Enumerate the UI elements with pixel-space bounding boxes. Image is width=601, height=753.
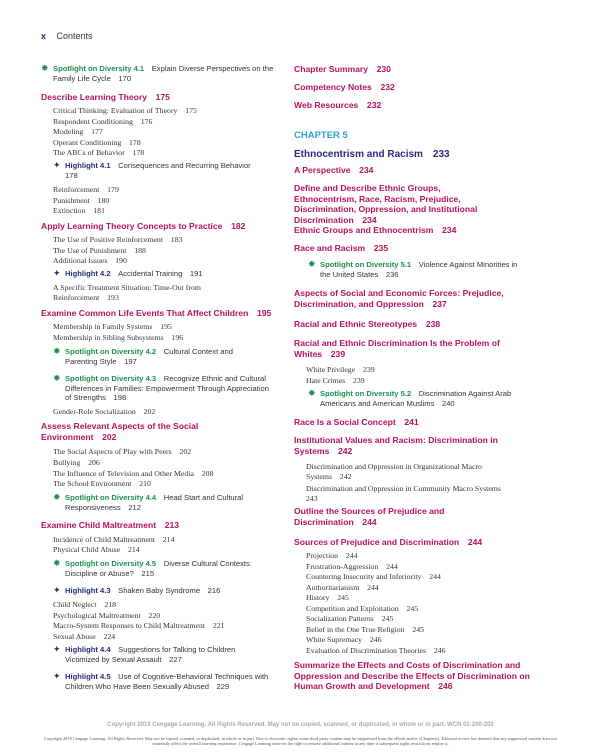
spotlight-icon: ✸ <box>308 259 316 269</box>
entry-title: Extinction <box>53 206 86 215</box>
spotlight-entry <box>53 558 270 578</box>
toc-heading <box>41 421 221 442</box>
entry-page-number: 244 <box>362 516 377 527</box>
entry-page-number: 244 <box>429 572 441 581</box>
entry-title: Membership in Family Systems <box>53 322 153 331</box>
toc-heading <box>41 520 179 531</box>
entry-page-number: 214 <box>127 545 140 554</box>
entry-title: Socialization Patterns <box>306 614 374 623</box>
entry-label: Spotlight on Diversity 5.1 <box>320 260 412 269</box>
running-header <box>41 31 93 41</box>
entry-title: Competency Notes <box>294 82 372 92</box>
entry-title: Discrimination and Oppression in Organizational Macro Systems <box>306 462 482 481</box>
entry-title: White Supremacy <box>306 635 363 644</box>
toc-subentry <box>53 206 105 216</box>
toc-heading <box>294 435 509 456</box>
toc-subentry <box>53 283 233 302</box>
toc-subentry <box>53 322 172 332</box>
entry-page-number: 239 <box>353 376 365 385</box>
toc-heading <box>294 183 504 225</box>
entry-title: Projection <box>306 551 339 560</box>
toc-subentry <box>53 185 119 195</box>
entry-title: Discrimination Against Arab Americans and American Muslims <box>320 389 512 408</box>
entry-page-number: 206 <box>88 458 100 467</box>
toc-subentry <box>306 583 379 593</box>
entry-page-number: 190 <box>115 256 127 265</box>
entry-page-number: 218 <box>104 600 117 609</box>
toc-heading <box>294 319 440 330</box>
entry-title: Explain Diverse Perspectives on the Family Life Cycle <box>53 64 274 83</box>
entry-page-number: 210 <box>139 479 151 488</box>
entry-page-number: 237 <box>432 298 447 309</box>
toc-subentry <box>53 479 151 489</box>
entry-page-number: 191 <box>189 269 203 278</box>
toc-subentry <box>53 469 213 479</box>
entry-title: Diverse Cultural Contexts: Discipline or Abuse? <box>65 559 252 578</box>
entry-title: Recognize Ethnic and Cultural Differences in Families: Empowerment Through Appreciation of Strengths <box>65 374 270 403</box>
toc-subentry <box>53 235 183 245</box>
toc-subentry <box>306 376 365 386</box>
entry-title: Cultural Context and Parenting Style <box>65 347 233 366</box>
entry-title: Sources of Prejudice and Discrimination <box>294 537 460 547</box>
entry-page-number: 235 <box>373 243 389 253</box>
toc-heading <box>294 660 534 692</box>
toc-subentry <box>306 625 424 635</box>
highlight-entry <box>53 644 270 664</box>
highlight-entry <box>53 671 280 691</box>
entry-page-number: 246 <box>369 635 382 644</box>
entry-page-number: 176 <box>140 117 153 126</box>
entry-title: Race and Racism <box>294 243 366 253</box>
toc-subentry <box>306 635 382 645</box>
spotlight-icon: ✸ <box>308 388 316 398</box>
entry-page-number: 232 <box>366 100 382 110</box>
highlight-entry <box>53 268 275 279</box>
entry-label: Highlight 4.4 <box>65 645 111 654</box>
entry-title: Bullying <box>53 458 81 467</box>
entry-title: Aspects of Social and Economic Forces: Prejudice, Discrimination, and Oppression <box>294 288 504 309</box>
entry-page-number: 175 <box>185 106 197 115</box>
toc-heading <box>294 417 419 428</box>
toc-heading <box>294 288 504 309</box>
entry-title: Describe Learning Theory <box>41 92 148 102</box>
toc-heading <box>294 100 381 111</box>
spotlight-icon: ✸ <box>41 63 49 73</box>
spotlight-entry <box>53 346 265 366</box>
entry-page-number: 233 <box>432 149 450 160</box>
entry-page-number: 224 <box>103 632 116 641</box>
entry-page-number: 242 <box>337 445 353 456</box>
entry-page-number: 245 <box>381 614 394 623</box>
entry-page-number: 214 <box>162 535 175 544</box>
toc-heading <box>41 308 271 319</box>
entry-title: Belief in the One True Religion <box>306 625 405 634</box>
entry-page-number: 198 <box>113 393 127 403</box>
entry-page-number: 208 <box>201 469 214 478</box>
highlight-icon: ✦ <box>53 268 61 278</box>
entry-title: Reinforcement <box>53 185 100 194</box>
entry-title: Shaken Baby Syndrome <box>118 586 201 595</box>
entry-page-number: 220 <box>148 611 161 620</box>
entry-title: Ethnic Groups and Ethnocentrism <box>294 225 434 235</box>
entry-title: A Perspective <box>294 165 351 175</box>
entry-page-number: 188 <box>134 246 146 255</box>
entry-title: Define and Describe Ethnic Groups, Ethnocentrism, Race, Racism, Prejudice, Discrimination, Oppression, and Institutional Discrimination <box>294 183 478 225</box>
highlight-entry <box>53 585 275 596</box>
toc-subentry <box>53 196 109 206</box>
entry-page-number: 216 <box>207 586 221 595</box>
entry-page-number: 202 <box>102 431 117 442</box>
entry-page-number: 196 <box>171 333 184 342</box>
entry-label: Spotlight on Diversity 4.5 <box>65 559 157 568</box>
spotlight-entry <box>53 492 270 512</box>
entry-page-number: 241 <box>404 417 419 427</box>
entry-page-number: 230 <box>376 64 391 74</box>
highlight-icon: ✦ <box>53 585 61 595</box>
header-title: Contents <box>56 31 93 41</box>
spotlight-icon: ✸ <box>53 558 61 568</box>
toc-subentry <box>306 462 511 481</box>
entry-title: White Privilege <box>306 365 356 374</box>
toc-subentry <box>53 632 115 642</box>
entry-page-number: 175 <box>155 92 170 102</box>
toc-heading <box>294 537 482 548</box>
entry-label: Spotlight on Diversity 4.3 <box>65 374 157 383</box>
toc-subentry <box>306 604 418 614</box>
entry-page-number: 221 <box>212 621 225 630</box>
entry-title: Racial and Ethnic Discrimination Is the Problem of Whites <box>294 338 500 359</box>
entry-title: Evaluation of Discrimination Theories <box>306 646 427 655</box>
entry-title: Competition and Exploitation <box>306 604 399 613</box>
entry-page-number: 245 <box>406 604 419 613</box>
toc-heading <box>294 165 373 176</box>
entry-label: Spotlight on Diversity 4.2 <box>65 347 157 356</box>
entry-page-number: 178 <box>129 138 141 147</box>
toc-subentry <box>306 484 511 503</box>
highlight-icon: ✦ <box>53 644 61 654</box>
entry-title: Violence Against Minorities in the United States <box>320 260 518 279</box>
entry-page-number: 180 <box>97 196 110 205</box>
entry-page-number: 245 <box>337 593 349 602</box>
toc-heading <box>41 92 170 103</box>
entry-page-number: 195 <box>160 322 172 331</box>
entry-label: Highlight 4.2 <box>65 269 111 278</box>
entry-title: Child Neglect <box>53 600 97 609</box>
entry-title: The School Environment <box>53 479 132 488</box>
entry-page-number: 234 <box>442 225 457 235</box>
entry-title: Assess Relevant Aspects of the Social Environment <box>41 421 199 442</box>
toc-heading <box>294 82 395 93</box>
entry-label: Spotlight on Diversity 5.2 <box>320 389 412 398</box>
entry-page-number: 246 <box>433 646 446 655</box>
toc-heading <box>294 149 450 161</box>
toc-heading <box>294 225 456 236</box>
entry-title: Countering Insecurity and Inferiority <box>306 572 422 581</box>
entry-page-number: 243 <box>306 493 318 503</box>
entry-page-number: 239 <box>330 348 346 359</box>
entry-page-number: 212 <box>128 502 141 512</box>
entry-page-number: 245 <box>412 625 425 634</box>
entry-page-number: 197 <box>124 356 137 366</box>
entry-title: History <box>306 593 330 602</box>
entry-title: Ethnocentrism and Racism <box>294 149 423 160</box>
entry-title: Racial and Ethnic Stereotypes <box>294 319 418 329</box>
toc-subentry <box>53 333 183 343</box>
toc-subentry <box>53 535 174 545</box>
entry-page-number: 178 <box>132 148 145 157</box>
spotlight-icon: ✸ <box>53 373 61 383</box>
entry-page-number: 202 <box>143 407 156 416</box>
entry-page-number: 239 <box>362 365 375 374</box>
toc-subentry <box>53 256 127 266</box>
toc-subentry <box>306 562 398 572</box>
toc-heading <box>294 130 348 141</box>
toc-subentry <box>53 458 100 468</box>
entry-title: The Social Aspects of Play with Peers <box>53 447 172 456</box>
entry-page-number: 232 <box>380 82 395 92</box>
entry-title: Accidental Training <box>118 269 183 278</box>
spotlight-icon: ✸ <box>53 346 61 356</box>
toc-subentry <box>306 614 393 624</box>
entry-page-number: 179 <box>107 185 119 194</box>
entry-title: Examine Child Maltreatment <box>41 520 157 530</box>
entry-page-number: 238 <box>425 319 441 329</box>
highlight-icon: ✦ <box>53 671 61 681</box>
entry-page-number: 181 <box>93 206 105 215</box>
entry-title: Frustration-Aggression <box>306 562 379 571</box>
entry-title: Outline the Sources of Prejudice and Discrimination <box>294 506 445 527</box>
spotlight-icon: ✸ <box>53 492 61 502</box>
entry-label: Highlight 4.1 <box>65 161 111 170</box>
entry-title: Consequences and Recurring Behavior <box>118 161 251 170</box>
entry-page-number: 182 <box>231 221 246 231</box>
highlight-icon: ✦ <box>53 160 61 170</box>
entry-title: Discrimination and Oppression in Community Macro Systems <box>306 484 501 493</box>
toc-heading <box>41 221 245 232</box>
entry-page-number: 227 <box>169 654 182 664</box>
entry-title: Incidence of Child Maltreatment <box>53 535 155 544</box>
toc-subentry <box>306 646 446 656</box>
toc-subentry <box>306 365 375 375</box>
entry-page-number: 183 <box>170 235 183 244</box>
entry-title: Additional Issues <box>53 256 108 265</box>
entry-title: Use of Cognitive-Behavioral Techniques with Children Who Have Been Sexually Abused <box>65 672 269 691</box>
entry-page-number: 242 <box>339 471 352 481</box>
spotlight-entry <box>308 259 530 279</box>
toc-subentry <box>53 545 140 555</box>
entry-title: Membership in Sibling Subsystems <box>53 333 164 342</box>
entry-page-number: 234 <box>359 165 374 175</box>
entry-title: Psychological Maltreatment <box>53 611 141 620</box>
spotlight-entry <box>41 63 278 83</box>
entry-title: Institutional Values and Racism: Discrimination in Systems <box>294 435 498 456</box>
entry-page-number: 244 <box>367 583 379 592</box>
entry-title: Critical Thinking: Evaluation of Theory <box>53 106 178 115</box>
entry-label: Highlight 4.5 <box>65 672 111 681</box>
entry-title: Respondent Conditioning <box>53 117 133 126</box>
entry-page-number: 178 <box>65 170 78 180</box>
entry-title: Chapter Summary <box>294 64 369 74</box>
entry-page-number: 246 <box>438 681 453 692</box>
entry-page-number: 177 <box>91 127 103 136</box>
toc-heading <box>294 506 459 527</box>
entry-title: Punishment <box>53 196 90 205</box>
entry-title: Race Is a Social Concept <box>294 417 396 427</box>
entry-page-number: 193 <box>107 292 119 302</box>
toc-subentry <box>306 551 358 561</box>
entry-page-number: 195 <box>257 308 272 318</box>
spotlight-entry <box>53 373 270 403</box>
entry-page-number: 240 <box>441 398 455 408</box>
toc-subentry <box>53 246 146 256</box>
entry-label: Highlight 4.3 <box>65 586 111 595</box>
entry-page-number: 236 <box>385 269 399 279</box>
entry-title: Head Start and Cultural Responsiveness <box>65 493 244 512</box>
entry-label: Spotlight on Diversity 4.4 <box>65 493 157 502</box>
page-number: x <box>41 31 47 41</box>
toc-subentry <box>306 593 349 603</box>
entry-title: Physical Child Abuse <box>53 545 121 554</box>
entry-page-number: 170 <box>118 73 132 83</box>
entry-page-number: 229 <box>216 681 230 691</box>
entry-title: Suggestions for Talking to Children Victimized by Sexual Assault <box>65 645 236 664</box>
toc-heading <box>294 338 504 359</box>
toc-subentry <box>53 611 160 621</box>
entry-page-number: 244 <box>345 551 358 560</box>
toc-subentry <box>53 621 225 631</box>
footer-copyright: Copyright 2019 Cengage Learning. All Rights Reserved. May not be copied, scanned, or duplicated, in whole or in part. WCN 02-200-202 <box>107 722 494 728</box>
toc-subentry <box>53 117 152 127</box>
entry-title: Summarize the Effects and Costs of Discrimination and Oppression and Describe the Effects of Discrimination on Human Growth and Development <box>294 660 530 692</box>
entry-page-number: 244 <box>467 537 483 547</box>
toc-subentry <box>53 138 141 148</box>
highlight-entry <box>53 160 265 180</box>
entry-title: Hate Crimes <box>306 376 346 385</box>
entry-page-number: 202 <box>179 447 192 456</box>
entry-title: Operant Conditioning <box>53 138 122 147</box>
entry-title: Examine Common Life Events That Affect Children <box>41 308 249 318</box>
entry-title: Authoritarianism <box>306 583 360 592</box>
entry-title: The Use of Punishment <box>53 246 127 255</box>
toc-heading <box>294 243 388 254</box>
entry-label: Spotlight on Diversity 4.1 <box>53 64 145 73</box>
entry-title: Gender-Role Socialization <box>53 407 136 416</box>
entry-title: The Use of Positive Reinforcement <box>53 235 163 244</box>
entry-title: Modeling <box>53 127 84 136</box>
entry-page-number: 234 <box>362 214 377 225</box>
entry-page-number: 215 <box>141 568 155 578</box>
spotlight-entry <box>308 388 535 408</box>
footer-fine-print: Copyright 2019 Cengage Learning. All Rights Reserved. May not be copied, scanned, or duplicated, in whole or in part. Due to electronic rights, some third party content may be suppressed from the eBook and/or eChapter(s). Editorial review has deemed that any suppressed content does not materially affect the overall learning experience. Cengage Learning reserves the right to remove additional content at any time if subsequent rights restrictions require it. <box>44 736 557 747</box>
entry-title: A Specific Treatment Situation: Time-Out from Reinforcement <box>53 283 201 302</box>
entry-page-number: 213 <box>164 520 180 530</box>
toc-subentry <box>53 127 103 137</box>
entry-title: The ABCs of Behavior <box>53 148 125 157</box>
entry-title: Apply Learning Theory Concepts to Practice <box>41 221 223 231</box>
entry-page-number: 244 <box>386 562 398 571</box>
toc-subentry <box>53 106 197 116</box>
entry-title: Sexual Abuse <box>53 632 96 641</box>
toc-subentry <box>306 572 441 582</box>
entry-title: Macro-System Responses to Child Maltreatment <box>53 621 206 630</box>
entry-title: Web Resources <box>294 100 359 110</box>
toc-subentry <box>53 407 155 417</box>
entry-title: The Influence of Television and Other Media <box>53 469 194 478</box>
toc-subentry <box>53 148 144 158</box>
toc-heading <box>294 64 391 75</box>
toc-subentry <box>53 447 191 457</box>
toc-subentry <box>53 600 116 610</box>
entry-title: CHAPTER 5 <box>294 130 348 141</box>
